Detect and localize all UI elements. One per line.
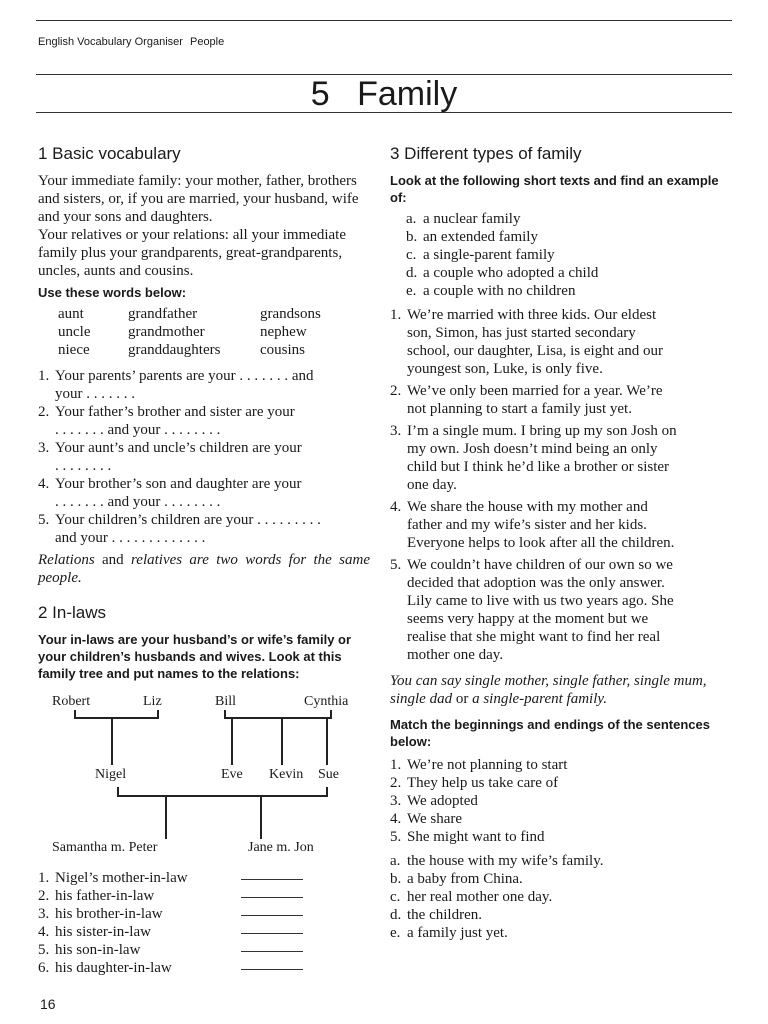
list-item: b. an extended family — [406, 229, 538, 245]
page-number: 16 — [40, 996, 56, 1012]
answer-blank[interactable] — [241, 941, 303, 952]
word: grandsons — [260, 306, 321, 322]
answer-blank[interactable] — [241, 905, 303, 916]
exercise-item: 5. his son-in-law — [38, 941, 338, 959]
list-item: e. a couple with no children — [406, 283, 576, 299]
word: nephew — [260, 324, 307, 340]
left-column — [38, 144, 370, 682]
answer-blank[interactable] — [241, 959, 303, 970]
list-item: d. a couple who adopted a child — [406, 265, 599, 281]
answer-blank[interactable] — [241, 923, 303, 934]
text-item: 1. We’re married with three kids. Our eldest son, Simon, has just started secondary school, our daughter, Lisa, is eight and our youngest son, Luke, is only five. — [390, 307, 664, 377]
match-instruction: Match the beginnings and endings of the sentences below: — [390, 717, 710, 749]
word: granddaughters — [128, 342, 221, 358]
sentence-beginnings — [390, 756, 722, 846]
tree-name-bill: Bill — [215, 694, 237, 709]
tree-name-liz: Liz — [143, 694, 162, 709]
text-item: 2. We’ve only been married for a year. We’re not planning to start a family just yet. — [390, 383, 663, 417]
chapter-name: Family — [357, 75, 458, 113]
short-texts — [390, 306, 722, 664]
section-3-title: 3 Different types of family — [390, 144, 582, 163]
list-item: c. her real mother one day. — [390, 889, 553, 905]
text-item: 4. We share the house with my mother and father and my wife’s sister and her kids. Everyone helps to look after all the children. — [390, 499, 675, 551]
exercise-item: 4. his sister-in-law — [38, 923, 338, 941]
list-item: a. the house with my wife’s family. — [390, 853, 604, 869]
word: cousins — [260, 342, 305, 358]
term-relatives: Your relatives or your relations: — [38, 227, 229, 243]
tree-name-jane-jon: Jane m. Jon — [248, 840, 314, 855]
exercise-item: 1. Your parents’ parents are your . . . . . . . and your . . . . . . . — [38, 368, 314, 402]
term-immediate-family: Your immediate family: — [38, 173, 182, 189]
word: grandfather — [128, 306, 198, 322]
answer-blank[interactable] — [241, 887, 303, 898]
section-1-exercise — [38, 367, 370, 547]
tree-name-samantha-peter: Samantha m. Peter — [52, 840, 158, 855]
list-item: b. a baby from China. — [390, 871, 523, 887]
exercise-item: 2. his father-in-law — [38, 887, 338, 905]
section-1-title: 1 Basic vocabulary — [38, 144, 181, 163]
section-3-instruction: Look at the following short texts and find an example of: — [390, 173, 719, 205]
list-item: c. a single-parent family — [406, 247, 555, 263]
tree-name-eve: Eve — [221, 767, 243, 782]
running-header — [38, 36, 224, 48]
word: uncle — [58, 324, 91, 340]
section-3-note: You can say single mother, single father, single mum, single dad or a single-parent family. — [390, 673, 707, 707]
word: grandmother — [128, 324, 205, 340]
section-1-instruction: Use these words below: — [38, 285, 187, 300]
list-item: 4. We share — [390, 811, 463, 827]
tree-name-nigel: Nigel — [95, 767, 127, 782]
tree-name-robert: Robert — [52, 694, 91, 709]
answer-blank[interactable] — [241, 869, 303, 880]
exercise-item: 3. Your aunt’s and uncle’s children are your . . . . . . . . — [38, 440, 302, 474]
text-item: 3. I’m a single mum. I bring up my son Josh on my own. Josh doesn’t mind being an only child but I think he’d like a brother or sister one day. — [390, 423, 677, 493]
exercise-item: 6. his daughter-in-law — [38, 959, 338, 977]
exercise-item: 3. his brother-in-law — [38, 905, 338, 923]
word: niece — [58, 342, 90, 358]
family-type-list — [406, 210, 722, 300]
list-item: a. a nuclear family — [406, 211, 521, 227]
word: aunt — [58, 306, 84, 322]
list-item: 2. They help us take care of — [390, 775, 559, 791]
list-item: d. the children. — [390, 907, 482, 923]
section-1-para-1 — [38, 172, 370, 226]
section-name: People — [189, 36, 225, 48]
chapter-number: 5 — [310, 75, 330, 113]
tree-name-cynthia: Cynthia — [304, 694, 349, 709]
word-box — [58, 305, 370, 359]
section-2-instruction: Your in-laws are your husband’s or wife’s family or your children’s husbands and wives. Look at this family tree and put names to the relations: — [38, 632, 352, 681]
text-item: 5. We couldn’t have children of our own so we decided that adoption was the only answer. Lily came to live with us two years ago. She seems very happy at the moment but we realise that she might want to find her real mother one day. — [390, 557, 674, 663]
section-2-title: 2 In-laws — [38, 603, 107, 622]
sentence-endings — [390, 852, 722, 942]
book-title: English Vocabulary Organiser — [38, 36, 183, 48]
exercise-item: 4. Your brother’s son and daughter are your . . . . . . . and your . . . . . . . . — [38, 476, 302, 510]
section-2-exercise — [38, 869, 338, 977]
definition-immediate-family: your mother, father, brothers and sisters, or, if you are married, your husband, wife and your sons and daughters. — [38, 173, 359, 225]
tree-name-kevin: Kevin — [269, 767, 304, 782]
tree-name-sue: Sue — [318, 767, 339, 782]
section-1-para-2 — [38, 226, 370, 280]
list-item: 1. We’re not planning to start — [390, 757, 568, 773]
list-item: 5. She might want to find — [390, 829, 545, 845]
list-item: e. a family just yet. — [390, 925, 508, 941]
right-column — [390, 144, 722, 942]
exercise-item: 2. Your father’s brother and sister are your . . . . . . . and your . . . . . . . . — [38, 404, 295, 438]
chapter-title — [0, 74, 768, 114]
definition-relatives: all your immediate family plus your grandparents, great-grandparents, uncles, aunts and cousins. — [38, 227, 347, 279]
exercise-item: 5. Your children’s children are your . . . . . . . . . and your . . . . . . . . . . . . . — [38, 512, 321, 546]
exercise-item: 1. Nigel’s mother-in-law — [38, 869, 338, 887]
list-item: 3. We adopted — [390, 793, 478, 809]
section-1-note: Relations and relatives are two words for the same people. — [38, 552, 370, 586]
